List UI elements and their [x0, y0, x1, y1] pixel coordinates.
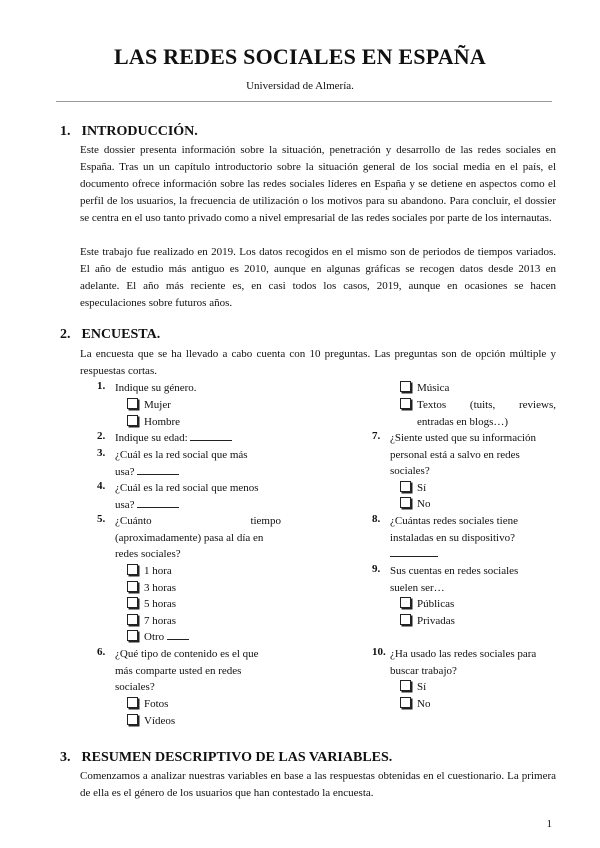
option-hombre[interactable]: Hombre — [127, 414, 180, 431]
checkbox-icon — [127, 697, 138, 708]
option-3-horas[interactable]: 3 horas — [127, 580, 176, 597]
question-4-text: ¿Cuál es la red social que menos usa? — [115, 482, 259, 511]
option-si[interactable]: Sí — [400, 679, 426, 696]
checkbox-icon — [127, 398, 138, 409]
question-1-text: Indique su género. — [115, 382, 197, 394]
option-no[interactable]: No — [400, 696, 430, 713]
question-number: 4. — [97, 480, 106, 492]
question-number: 5. — [97, 513, 106, 525]
question-number: 6. — [97, 646, 106, 658]
answer-blank[interactable] — [390, 546, 438, 557]
question-8-text: ¿Cuántas redes sociales tiene instaladas en su dispositivo? — [390, 513, 556, 563]
section-3-title: RESUMEN DESCRIPTIVO DE LAS VARIABLES. — [81, 750, 393, 765]
option-textos[interactable]: Textos (tuits, reviews, entradas en blogs…) — [400, 397, 556, 430]
question-7-text: ¿Siente usted que su información personal está a salvo en redes sociales? — [390, 432, 537, 477]
question-number: 1. — [97, 380, 106, 392]
checkbox-icon — [127, 630, 138, 641]
checkbox-icon — [400, 381, 411, 392]
answer-blank[interactable] — [190, 430, 232, 441]
section-3-heading — [60, 750, 392, 766]
option-no[interactable]: No — [400, 496, 430, 513]
option-1-hora[interactable]: 1 hora — [127, 563, 172, 580]
question-6-text: ¿Qué tipo de contenido es el que más comparte usted en redes sociales? — [115, 648, 259, 693]
option-privadas[interactable]: Privadas — [400, 613, 455, 630]
section-1-title: INTRODUCCIÓN. — [81, 124, 198, 139]
section-3-paragraph: Comenzamos a analizar nuestras variables en base a las respuestas obtenidas en el cuestionario. La primera de ella es el género de los usuarios que han contestado la encuesta. — [80, 770, 556, 799]
option-otro[interactable]: Otro — [127, 629, 189, 646]
answer-blank[interactable] — [137, 497, 179, 508]
section-1-paragraph-1: Este dossier presenta información sobre la situación, penetración y desarrollo de las redes sociales en España. Tras un un capítulo introductorio sobre la situación general de los social media en el país, el documento ofrece información sobre las redes sociales líderes en España y se detiene en aspectos como el perfil de los usuarios, la frecuencia de utilización o los motivos para su abandono. Para concluir, el dossier se centra en el uso tanto privado como a nivel empresarial de las redes sociales por parte de los internautas. — [80, 144, 556, 224]
section-2-paragraph: La encuesta que se ha llevado a cabo cuenta con 10 preguntas. Las preguntas son de opción múltiple y respuestas cortas. — [80, 348, 556, 377]
answer-blank[interactable] — [167, 629, 189, 640]
section-1-number: 1. — [60, 124, 71, 139]
document-subtitle: Universidad de Almería. — [246, 80, 354, 92]
section-1-heading — [60, 124, 198, 140]
option-7-horas[interactable]: 7 horas — [127, 613, 176, 630]
header-divider — [56, 101, 552, 102]
checkbox-icon — [400, 398, 411, 409]
question-number: 3. — [97, 447, 106, 459]
option-si[interactable]: Sí — [400, 480, 426, 497]
checkbox-icon — [400, 481, 411, 492]
question-5-text: ¿Cuánto tiempo (aproximadamente) pasa al día en redes sociales? — [115, 515, 281, 560]
option-musica[interactable]: Música — [400, 380, 449, 397]
checkbox-icon — [127, 597, 138, 608]
question-3-text: ¿Cuál es la red social que más usa? — [115, 449, 248, 478]
question-9-text: Sus cuentas en redes sociales suelen ser… — [390, 565, 519, 594]
question-number: 7. — [372, 430, 381, 442]
checkbox-icon — [400, 697, 411, 708]
option-5-horas[interactable]: 5 horas — [127, 596, 176, 613]
section-2-title: ENCUESTA. — [81, 327, 161, 342]
option-mujer[interactable]: Mujer — [127, 397, 171, 414]
checkbox-icon — [400, 597, 411, 608]
section-3-number: 3. — [60, 750, 71, 765]
answer-blank[interactable] — [137, 464, 179, 475]
option-publicas[interactable]: Públicas — [400, 596, 454, 613]
question-number: 2. — [97, 430, 106, 442]
checkbox-icon — [400, 680, 411, 691]
checkbox-icon — [127, 564, 138, 575]
checkbox-icon — [127, 714, 138, 725]
checkbox-icon — [400, 614, 411, 625]
section-2-heading — [60, 327, 160, 343]
checkbox-icon — [127, 614, 138, 625]
question-number: 9. — [372, 563, 381, 575]
question-10-text: ¿Ha usado las redes sociales para buscar trabajo? — [390, 648, 537, 677]
section-1-paragraph-2: Este trabajo fue realizado en 2019. Los datos recogidos en el mismo son de periodos de tiempos variados. El año de estudio más antiguo es 2010, aunque en algunas gráficas se recogen datos desde 2013 en adelante. El año más reciente es, en casi todos los casos, 2019, aunque en ocasiones se hacen especulaciones sobre futuros años. — [80, 246, 556, 309]
checkbox-icon — [127, 415, 138, 426]
option-fotos[interactable]: Fotos — [127, 696, 168, 713]
document-title: LAS REDES SOCIALES EN ESPAÑA — [114, 44, 486, 69]
question-number: 10. — [372, 646, 386, 658]
question-2-text: Indique su edad: — [115, 430, 232, 447]
checkbox-icon — [127, 581, 138, 592]
page-number: 1 — [546, 818, 552, 830]
option-videos[interactable]: Vídeos — [127, 713, 175, 730]
question-number: 8. — [372, 513, 381, 525]
section-2-number: 2. — [60, 327, 71, 342]
checkbox-icon — [400, 497, 411, 508]
